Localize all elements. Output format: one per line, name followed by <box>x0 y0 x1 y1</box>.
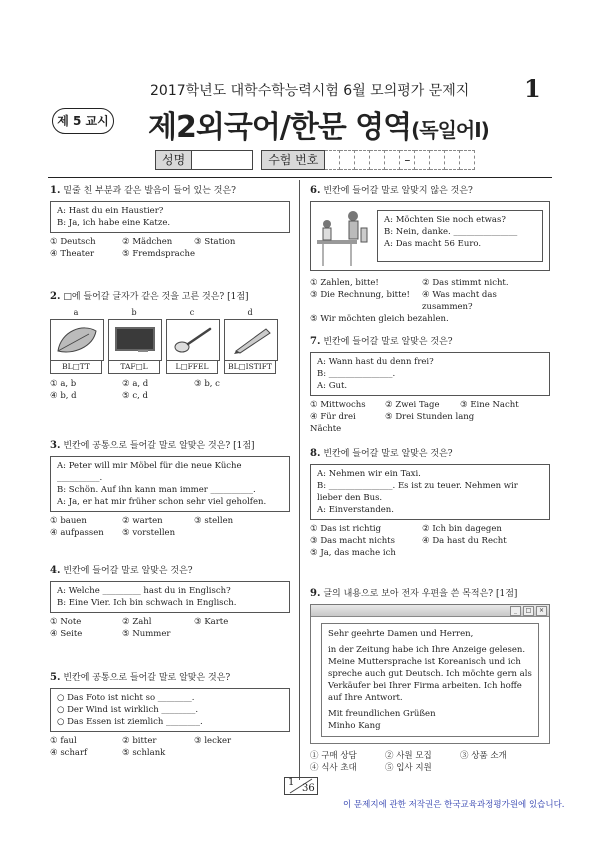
close-icon: × <box>536 606 547 616</box>
picture-b <box>108 307 160 374</box>
option[interactable]: ① bauen <box>50 516 87 526</box>
question-8 <box>310 448 550 559</box>
name-field[interactable] <box>192 150 253 170</box>
picture-word: TAF□L <box>108 361 160 374</box>
dialogue-line: A: Ja, er hat mir früher schon sehr viel geholfen. <box>57 497 267 507</box>
option[interactable]: ④ 식사 초대 <box>310 763 357 773</box>
copyright-notice: 이 문제지에 관한 저작권은 한국교육과정평가원에 있습니다. <box>343 800 565 810</box>
exam-number-cell[interactable] <box>325 150 340 170</box>
dialogue-box <box>50 581 290 613</box>
option[interactable]: ④ b, d <box>50 391 77 401</box>
dialogue-box <box>377 210 543 262</box>
question-4 <box>50 565 290 640</box>
option[interactable]: ⑤ c, d <box>122 391 148 401</box>
letter-salutation: Sehr geehrte Damen und Herren, <box>328 629 474 639</box>
name-label: 성명 <box>155 150 192 170</box>
dialogue-line: A: Nehmen wir ein Taxi. <box>317 469 421 479</box>
dialogue-line: A: Hast du ein Haustier? <box>57 206 164 216</box>
dialogue-box <box>50 201 290 233</box>
dialogue-line: B: _______________. Es ist zu teuer. Nehmen wir lieber den Bus. <box>317 481 518 503</box>
option[interactable]: ⑤ vorstellen <box>122 528 176 538</box>
letter-closing: Mit freundlichen Grüßen <box>328 709 436 719</box>
option[interactable]: ⑤ Drei Stunden lang <box>385 412 475 422</box>
sentence-line: ○ Das Foto ist nicht so ________. <box>57 693 195 703</box>
question-text: 밑줄 친 부분과 같은 발음이 들어 있는 것은? <box>63 186 236 196</box>
option[interactable]: ① Mittwochs <box>310 400 366 410</box>
question-number: 1. <box>50 185 61 196</box>
question-number: 2. <box>50 291 61 302</box>
option[interactable]: ① a, b <box>50 379 77 389</box>
option[interactable]: ④ Da hast du Recht <box>422 536 507 546</box>
option[interactable]: ① faul <box>50 736 77 746</box>
picture-row <box>50 307 290 374</box>
picture-c <box>166 307 218 374</box>
picture-word: BL□TT <box>50 361 102 374</box>
exam-number-cell[interactable] <box>340 150 355 170</box>
restaurant-illustration-icon <box>311 202 371 270</box>
dialogue-line: A: Das macht 56 Euro. <box>384 239 482 249</box>
option[interactable]: ① 구매 상담 <box>310 751 357 761</box>
answer-options <box>50 236 290 260</box>
option[interactable]: ③ Station <box>194 237 236 247</box>
letter-paragraph: in der Zeitung habe ich Ihre Anzeige gelesen. Meine Muttersprache ist Koreanisch und ich spreche auch gut Deutsch. Ich möchte gern als Verkäufer bei Ihrer Firma arbeiten. Ich hoffe auf Ihre Antwort. <box>328 645 532 703</box>
answer-options <box>50 515 290 539</box>
option[interactable]: ② bitter <box>122 736 157 746</box>
exam-number-cell[interactable] <box>385 150 400 170</box>
option[interactable]: ① Note <box>50 617 82 627</box>
exam-number-cell[interactable] <box>355 150 370 170</box>
exam-number-cell[interactable] <box>415 150 430 170</box>
dialogue-line: A: Gut. <box>317 381 348 391</box>
option[interactable]: ③ Das macht nichts <box>310 536 395 546</box>
picture-word: BL□ISTIFT <box>224 361 276 374</box>
exam-number-cell[interactable] <box>430 150 445 170</box>
option[interactable]: ④ Was macht das zusammen? <box>422 290 497 312</box>
option[interactable]: ③ 상품 소개 <box>460 751 507 761</box>
subject-main: 제2외국어/한문 영역 <box>148 110 412 145</box>
option[interactable]: ② Das stimmt nicht. <box>422 278 509 288</box>
picture-label: d <box>247 308 253 317</box>
maximize-icon: □ <box>523 606 534 616</box>
column-divider <box>299 180 300 780</box>
question-text: 빈칸에 들어갈 말로 알맞은 것은? <box>323 337 453 347</box>
answer-options <box>310 399 550 435</box>
sentence-line: ○ Der Wind ist wirklich ________. <box>57 705 199 715</box>
footer-total: 36 <box>302 783 315 794</box>
option[interactable]: ⑤ Ja, das mache ich <box>310 548 396 558</box>
period-badge: 제 5 교시 <box>52 108 114 134</box>
answer-options <box>310 277 550 325</box>
option[interactable]: ② 사원 모집 <box>385 751 432 761</box>
dialogue-line: B: Schön. Auf ihn kann man immer __________. <box>57 485 256 495</box>
question-number: 8. <box>310 448 321 459</box>
question-7 <box>310 336 550 435</box>
footer-page: 1 <box>288 777 295 788</box>
exam-title: 2017학년도 대학수학능력시험 6월 모의평가 문제지 <box>150 83 470 99</box>
answer-options <box>50 616 290 640</box>
question-text: 빈칸에 들어갈 말로 알맞은 것은? <box>323 449 453 459</box>
question-3 <box>50 440 290 539</box>
option[interactable]: ⑤ schlank <box>122 748 166 758</box>
option[interactable]: ① Deutsch <box>50 237 96 247</box>
picture-label: a <box>73 308 79 317</box>
dialogue-line: B: Ja, ich habe eine Katze. <box>57 218 171 228</box>
answer-options <box>50 378 290 402</box>
chalkboard-icon <box>108 319 162 361</box>
subject-sub: (독일어Ⅰ) <box>411 118 489 142</box>
question-5 <box>50 672 290 759</box>
option[interactable]: ③ Eine Nacht <box>460 400 519 410</box>
option[interactable]: ① Das ist richtig <box>310 524 382 534</box>
option[interactable]: ③ Karte <box>194 617 229 627</box>
option[interactable]: ③ Die Rechnung, bitte! <box>310 290 410 300</box>
student-id-bar <box>155 150 515 170</box>
subject-title <box>148 102 489 146</box>
question-text: 글의 내용으로 보아 전자 우편을 쓴 목적은? [1점] <box>323 589 518 599</box>
option[interactable]: ⑤ Nummer <box>122 629 171 639</box>
header-divider <box>48 177 552 178</box>
option[interactable]: ② warten <box>122 516 163 526</box>
option[interactable]: ④ Seite <box>50 629 83 639</box>
question-6 <box>310 185 550 325</box>
answer-options <box>310 750 550 774</box>
exam-number-label: 수험 번호 <box>261 150 325 170</box>
email-body <box>321 623 539 737</box>
dialogue-box <box>50 456 290 512</box>
sentence-line: ○ Das Essen ist ziemlich ________. <box>57 717 203 727</box>
exam-number-cell[interactable] <box>370 150 385 170</box>
answer-options <box>50 735 290 759</box>
option[interactable]: ③ b, c <box>194 379 220 389</box>
question-text: 빈칸에 공통으로 들어갈 말로 알맞은 것은? [1점] <box>63 441 255 451</box>
question-text: 빈칸에 들어갈 말로 알맞은 것은? <box>63 566 193 576</box>
question-text: 빈칸에 들어갈 말로 알맞지 않은 것은? <box>323 186 473 196</box>
minimize-icon: _ <box>510 606 521 616</box>
question-text: 빈칸에 공통으로 들어갈 말로 알맞은 것은? <box>63 673 231 683</box>
option[interactable]: ④ Für drei Nächte <box>310 412 356 434</box>
page-number: 1 <box>524 74 541 103</box>
option[interactable]: ② Zahl <box>122 617 152 627</box>
picture-label: c <box>189 308 195 317</box>
option[interactable]: ② Zwei Tage <box>385 400 440 410</box>
option[interactable]: ④ scharf <box>50 748 88 758</box>
option[interactable]: ④ aufpassen <box>50 528 104 538</box>
dialogue-line: B: Nein, danke. _______________ <box>384 227 518 237</box>
dialogue-line: A: Einverstanden. <box>317 505 394 515</box>
option[interactable]: ④ Theater <box>50 249 95 259</box>
picture-d <box>224 307 276 374</box>
option[interactable]: ⑤ 입사 지원 <box>385 763 432 773</box>
question-number: 6. <box>310 185 321 196</box>
picture-a <box>50 307 102 374</box>
leaf-icon <box>50 319 104 361</box>
letter-signature: Minho Kang <box>328 721 381 731</box>
question-1 <box>50 185 290 260</box>
option[interactable]: ② Ich bin dagegen <box>422 524 502 534</box>
dialogue-line: A: Wann hast du denn frei? <box>317 357 434 367</box>
question-2 <box>50 291 290 402</box>
exam-number-separator: – <box>400 150 415 170</box>
picture-label: b <box>131 308 137 317</box>
pencil-icon <box>224 319 278 361</box>
window-titlebar <box>311 605 549 617</box>
option[interactable]: ③ lecker <box>194 736 232 746</box>
question-number: 4. <box>50 565 61 576</box>
option[interactable]: ③ stellen <box>194 516 234 526</box>
dialogue-line: B: Eine Vier. Ich bin schwach in Englisch. <box>57 598 237 608</box>
email-window <box>310 604 550 744</box>
dialogue-line: A: Möchten Sie noch etwas? <box>384 215 506 225</box>
option[interactable]: ⑤ Fremdsprache <box>122 249 196 259</box>
question-9 <box>310 588 550 774</box>
dialogue-line: B: _______________. <box>317 369 396 379</box>
picture-word: L□FFEL <box>166 361 218 374</box>
question-number: 9. <box>310 588 321 599</box>
exam-number-cell[interactable] <box>445 150 460 170</box>
question-number: 5. <box>50 672 61 683</box>
question-number: 7. <box>310 336 321 347</box>
exam-number-cell[interactable] <box>460 150 475 170</box>
dialogue-line: A: Peter will mir Möbel für die neue Küche __________. <box>57 461 242 483</box>
option[interactable]: ⑤ Wir möchten gleich bezahlen. <box>310 314 449 324</box>
restaurant-scene <box>310 201 550 271</box>
question-text: □에 들어갈 글자가 같은 것을 고른 것은? [1점] <box>63 292 249 302</box>
spoon-icon <box>166 319 220 361</box>
option[interactable]: ② Mädchen <box>122 237 173 247</box>
dialogue-box <box>310 352 550 396</box>
sentence-box <box>50 688 290 732</box>
question-number: 3. <box>50 440 61 451</box>
dialogue-line: A: Welche _________ hast du in Englisch? <box>57 586 231 596</box>
option[interactable]: ① Zahlen, bitte! <box>310 278 379 288</box>
dialogue-box <box>310 464 550 520</box>
answer-options <box>310 523 550 559</box>
option[interactable]: ② a, d <box>122 379 149 389</box>
